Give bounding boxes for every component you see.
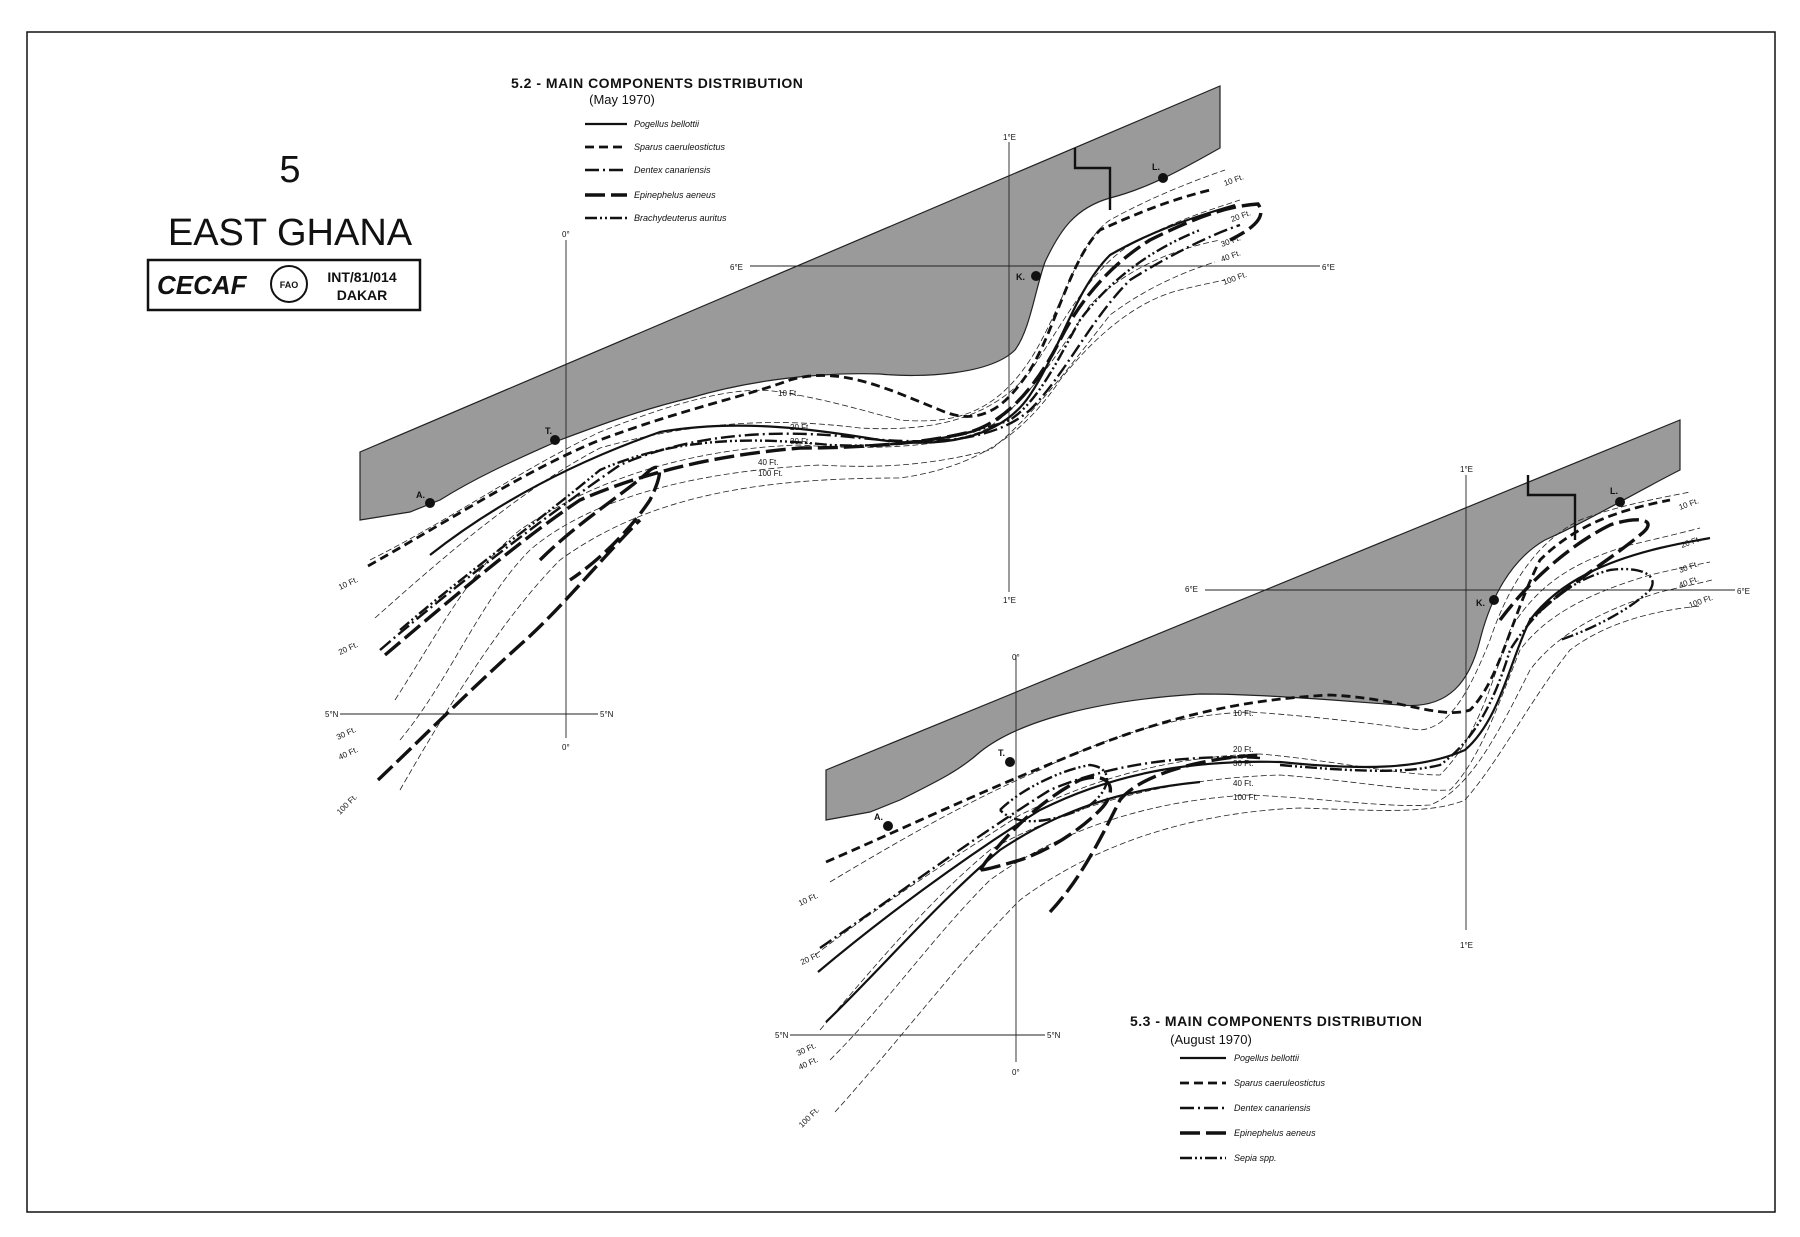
map1-depth-label: 30 Ft. [335,725,358,742]
map2-legend-item: Sepia spp. [1234,1153,1277,1163]
map2-city-label: K. [1476,598,1485,608]
map2-legend-item: Sparus caeruleostictus [1234,1078,1326,1088]
map2-city-label: A. [874,812,883,822]
map1-depth-label: 40 Ft. [337,745,360,762]
map1-depth-label: 40 Ft. [758,458,779,467]
map2-depth-label: 30 Ft. [795,1041,818,1058]
map1-depth-label: 20 Ft. [790,423,811,432]
map2-city-marker [1615,497,1625,507]
map1-city-label: K. [1016,272,1025,282]
map2-grid-label: 6°E [1185,585,1198,594]
map1-depth-label: 20 Ft. [337,640,360,657]
map1-depth-label: 100 Ft. [758,469,783,478]
map1-city-label: A. [416,490,425,500]
map1-grid-label: 5°N [600,710,614,719]
map2-legend-item: Epinephelus aeneus [1234,1128,1316,1138]
map1-grid-label: 6°E [730,263,743,272]
map2-grid-label: 5°N [1047,1031,1061,1040]
map2-depth-label: 10 Ft. [797,891,820,908]
map1-depth-label: 100 Ft. [1221,269,1249,287]
map1-city-marker [1158,173,1168,183]
map2-depth-label: 20 Ft. [1679,534,1702,550]
map-august-1970 [775,420,1750,1163]
fao-emblem-text: FAO [279,280,299,290]
map1-city-marker [425,498,435,508]
map1-grid-label: 1°E [1003,133,1016,142]
map2-legend-item: Dentex canariensis [1234,1103,1311,1113]
sheet-number: 5 [279,149,301,191]
map2-depth-label: 40 Ft. [797,1055,820,1072]
map1-grid-label: 5°N [325,710,339,719]
map1-city-marker [550,435,560,445]
map2-city-marker [883,821,893,831]
map2-depth-label: 40 Ft. [1677,574,1700,590]
map2-city-label: T. [998,748,1006,758]
map2-subtitle: (August 1970) [1170,1032,1252,1047]
map1-depth-label: 10 Ft. [337,575,360,592]
map2-grid-label: 1°E [1460,465,1473,474]
map1-legend-item: Epinephelus aeneus [634,190,716,200]
map1-grid-label: 6°E [1322,263,1335,272]
map2-depth-label: 20 Ft. [1233,745,1254,754]
project-code: INT/81/014 [327,269,397,285]
map2-depth-label: 10 Ft. [1677,496,1700,512]
map2-depth-label: 30 Ft. [1233,759,1254,768]
map2-city-marker [1489,595,1499,605]
map2-grid-label: 0° [1012,1068,1020,1077]
map2-depth-label: 20 Ft. [799,950,822,967]
map2-city-marker [1005,757,1015,767]
map1-legend-item: Pogellus bellottii [634,119,700,129]
map2-grid-label: 1°E [1460,941,1473,950]
map1-grid-label: 0° [562,743,570,752]
map1-legend [585,119,727,223]
map1-legend-item: Dentex canariensis [634,165,711,175]
map1-depth-label: 20 Ft. [1229,208,1252,224]
map-may-1970 [325,75,1335,816]
map1-legend-item: Sparus caeruleostictus [634,142,726,152]
map1-depth-label: 40 Ft. [1219,248,1242,264]
map1-depth-label: 30 Ft. [790,437,811,446]
map1-subtitle: (May 1970) [589,92,655,107]
map2-depth-label: 40 Ft. [1233,779,1254,788]
map1-grid-label: 0° [562,230,570,239]
map1-depth-label: 10 Ft. [778,389,799,398]
map1-depth-label: 100 Ft. [335,792,360,817]
map1-epinephelus-tail [378,520,640,780]
map1-legend-item: Brachydeuterus auritus [634,213,727,223]
map1-grid-label: 1°E [1003,596,1016,605]
map2-grid-label: 5°N [775,1031,789,1040]
map2-title: 5.3 - MAIN COMPONENTS DISTRIBUTION [1130,1013,1423,1029]
map2-city-label: L. [1610,486,1618,496]
map1-depth-label: 30 Ft. [1219,233,1242,249]
map1-title: 5.2 - MAIN COMPONENTS DISTRIBUTION [511,75,804,91]
map1-city-label: L. [1152,162,1160,172]
map1-epinephelus-loop [540,467,659,580]
map2-depth-label: 100 Ft. [797,1105,822,1130]
cecaf-logo-text: CECAF [157,270,247,300]
map2-legend [1180,1053,1326,1163]
map2-legend-item: Pogellus bellottii [1234,1053,1300,1063]
cecaf-logo [148,260,420,310]
map2-grid-label: 0° [1012,653,1020,662]
map2-grid-label: 6°E [1737,587,1750,596]
map1-depth-label: 10 Ft. [1222,172,1245,188]
map2-depth-label: 10 Ft. [1233,709,1254,718]
map2-depth-label: 100 Ft. [1233,793,1258,802]
map2-depth-label: 30 Ft. [1677,559,1700,575]
map1-city-label: T. [545,426,553,436]
project-city: DAKAR [336,287,388,303]
map1-city-marker [1031,271,1041,281]
map1-land [360,86,1220,520]
map2-depth-label: 100 Ft. [1687,592,1715,610]
region-title: EAST GHANA [167,212,413,254]
